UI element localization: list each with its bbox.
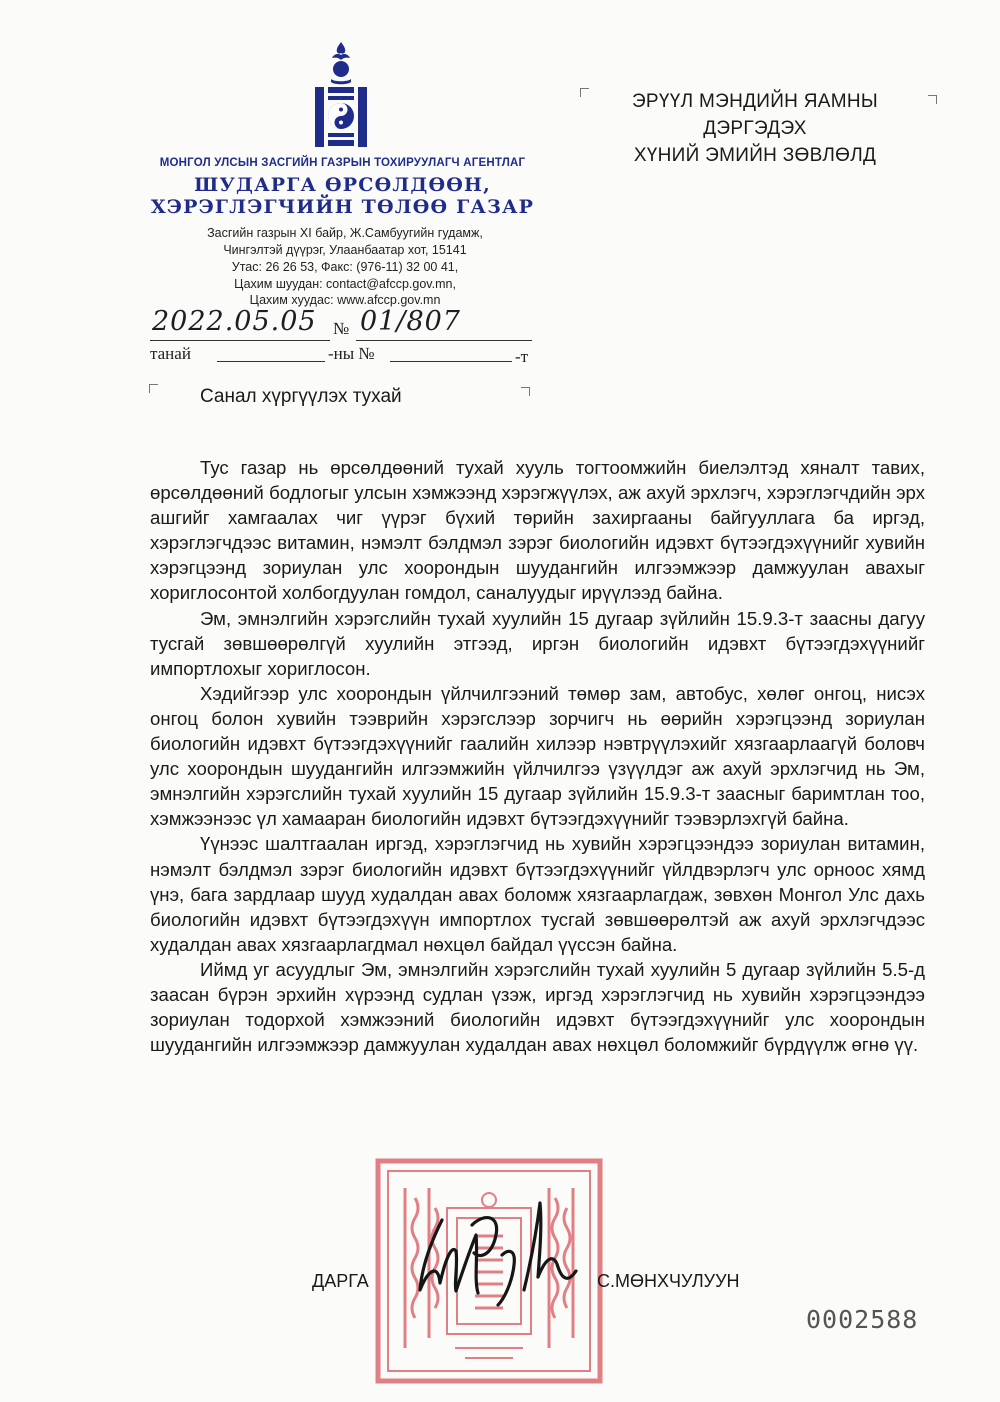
document-serial-number: 0002588	[806, 1305, 919, 1334]
letter-body	[150, 455, 925, 1057]
signatory-name: С.МӨНХЧУЛУУН	[597, 1271, 740, 1291]
soyombo-emblem-icon	[312, 40, 370, 152]
body-paragraph: Тус газар нь өрсөлдөөний тухай хууль тогтоомжийн биелэлтэд хяналт тавих, өрсөлдөөний бодлогыг улсын хэмжээнд хэрэгжүүлэх, аж ахуй эрхлэгч, хэрэглэгчдийн эрх ашгийг хамгаалах чиг үүрэг бүхий төрийн захиргааны байгууллага ба иргэд, хэрэглэгчдээс витамин, нэмэлт бэлдмэл зэрэг биологийн идэвхт бүтээгдэхүүнийг хувийн хэрэгцээнд зориулан улс хоорондын шуудангийн илгээмжээр дамжуулан авахыг хориглосонтой холбогдуулан гомдол, саналуудыг ирүүлээд байна.	[150, 457, 925, 604]
your-ref-number-label: -ны №	[328, 344, 375, 363]
recipient-line2: ДЭРГЭДЭХ	[703, 118, 807, 139]
signatory-title: ДАРГА	[312, 1271, 369, 1291]
handwritten-date: 2022.05.05	[152, 306, 317, 337]
website-line: Цахим хуудас: www.afccp.gov.mn	[249, 293, 441, 307]
body-paragraph: Хэдийгээр улс хоорондын үйлчилгээний төмөр зам, автобус, хөлөг онгоц, нисэх онгоц болон хувийн тээврийн хэрэгслээр зорчигч нь өөрийн хэрэгцээнд зориулан биологийн идэвхт бүтээгдэхүүнийг гаалийн хилээр нэвтрүүлэхийг хязгаарлаагүй боловч улс хоорондын шуудангийн илгээмжийн үйлчилгээ үзүүлдэг аж ахуй эрхлэгчид нь Эм, эмнэлгийн хэрэгслийн тухай хуулийн 15 дугаар зүйлийн 15.9.3-т заасныг баримтлан тоо, хэмжээнээс үл хамааран биологийн идэвхт бүтээгдэхүүнийг тээвэрлэхгүй байна.	[150, 682, 925, 830]
recipient-corner-mark-right	[928, 95, 937, 104]
number-underline	[356, 340, 532, 341]
phone-fax-line: Утас: 26 26 53, Факс: (976-11) 32 00 41,	[231, 260, 459, 274]
email-line: Цахим шуудан: contact@afccp.gov.mn,	[234, 277, 456, 291]
agency-parent-name: МОНГОЛ УЛСЫН ЗАСГИЙН ГАЗРЫН ТОХИРУУЛАГЧ АГЕНТЛАГ	[159, 157, 526, 169]
subject-corner-mark-left	[149, 384, 158, 393]
your-date-underline	[217, 361, 325, 362]
body-paragraph: Эм, эмнэлгийн хэрэгслийн тухай хуулийн 15 дугаар зүйлийн 15.9.3-т заасны дагуу тусгай зөвшөөрөлгүй хуулийн этгээд, иргэн биологийн идэвхт бүтээгдэхүүнийг импортлохыг хориглосон.	[150, 607, 925, 679]
address-line1: Засгийн газрын XI байр, Ж.Самбуугийн гудамж,	[207, 226, 483, 240]
recipient-line3: ХҮНИЙ ЭМИЙН ЗӨВЛӨЛД	[633, 145, 877, 166]
recipient-line1: ЭРҮҮЛ МЭНДИЙН ЯАМНЫ	[631, 91, 879, 112]
letter-subject: Санал хүргүүлэх тухай	[200, 386, 402, 407]
your-ref-suffix: -т	[515, 347, 529, 366]
date-underline	[150, 340, 330, 341]
body-paragraph: Иймд уг асуудлыг Эм, эмнэлгийн хэрэгслийн тухай хуулийн 5 дугаар зүйлийн 5.5-д заасан бүрэн эрхийн хүрээнд судлан үзэж, иргэд хэрэглэгчид нь хувийн хэрэгцээндээ зориулан тодорхой хэмжээний биологийн идэвхт бүтээгдэхүүнийг улс хоорондын шуудангийн илгээмжээр дамжуулан худалдан авах нөхцөл боломжийг бүрдүүлж өгнө үү.	[150, 958, 925, 1056]
body-paragraph: Үүнээс шалтгаалан иргэд, хэрэглэгчид нь хувийн хэрэгцээндээ зориулан витамин, нэмэлт бэлдмэл зэрэг биологийн идэвхт бүтээгдэхүүнийг үйлдвэрлэгч улс орноос хямд үнэ, бага зардлаар шууд худалдан авах боломж хязгаарлагдаж, зөвхөн Монгол Улс дахь биологийн идэвхт бүтээгдэхүүн импортлох тусгай зөвшөөрөлтэй аж ахуй эрхлэгчдээс худалдан авах хязгаарлагдмал нөхцөл байдал үүссэн байна.	[150, 833, 925, 955]
organization-name-line2: ХЭРЭГЛЭГЧИЙН ТӨЛӨӨ ГАЗАР	[150, 196, 535, 218]
organization-name-line1: ШУДАРГА ӨРСӨЛДӨӨН,	[194, 174, 491, 196]
handwritten-doc-number: 01/807	[360, 306, 461, 337]
your-ref-label: танай	[150, 344, 191, 363]
subject-corner-mark-right	[521, 387, 530, 396]
your-number-underline	[390, 361, 512, 362]
handwritten-signature-icon	[412, 1195, 587, 1310]
address-line2: Чингэлтэй дүүрэг, Улаанбаатар хот, 15141	[223, 243, 467, 257]
number-label: №	[333, 319, 350, 338]
